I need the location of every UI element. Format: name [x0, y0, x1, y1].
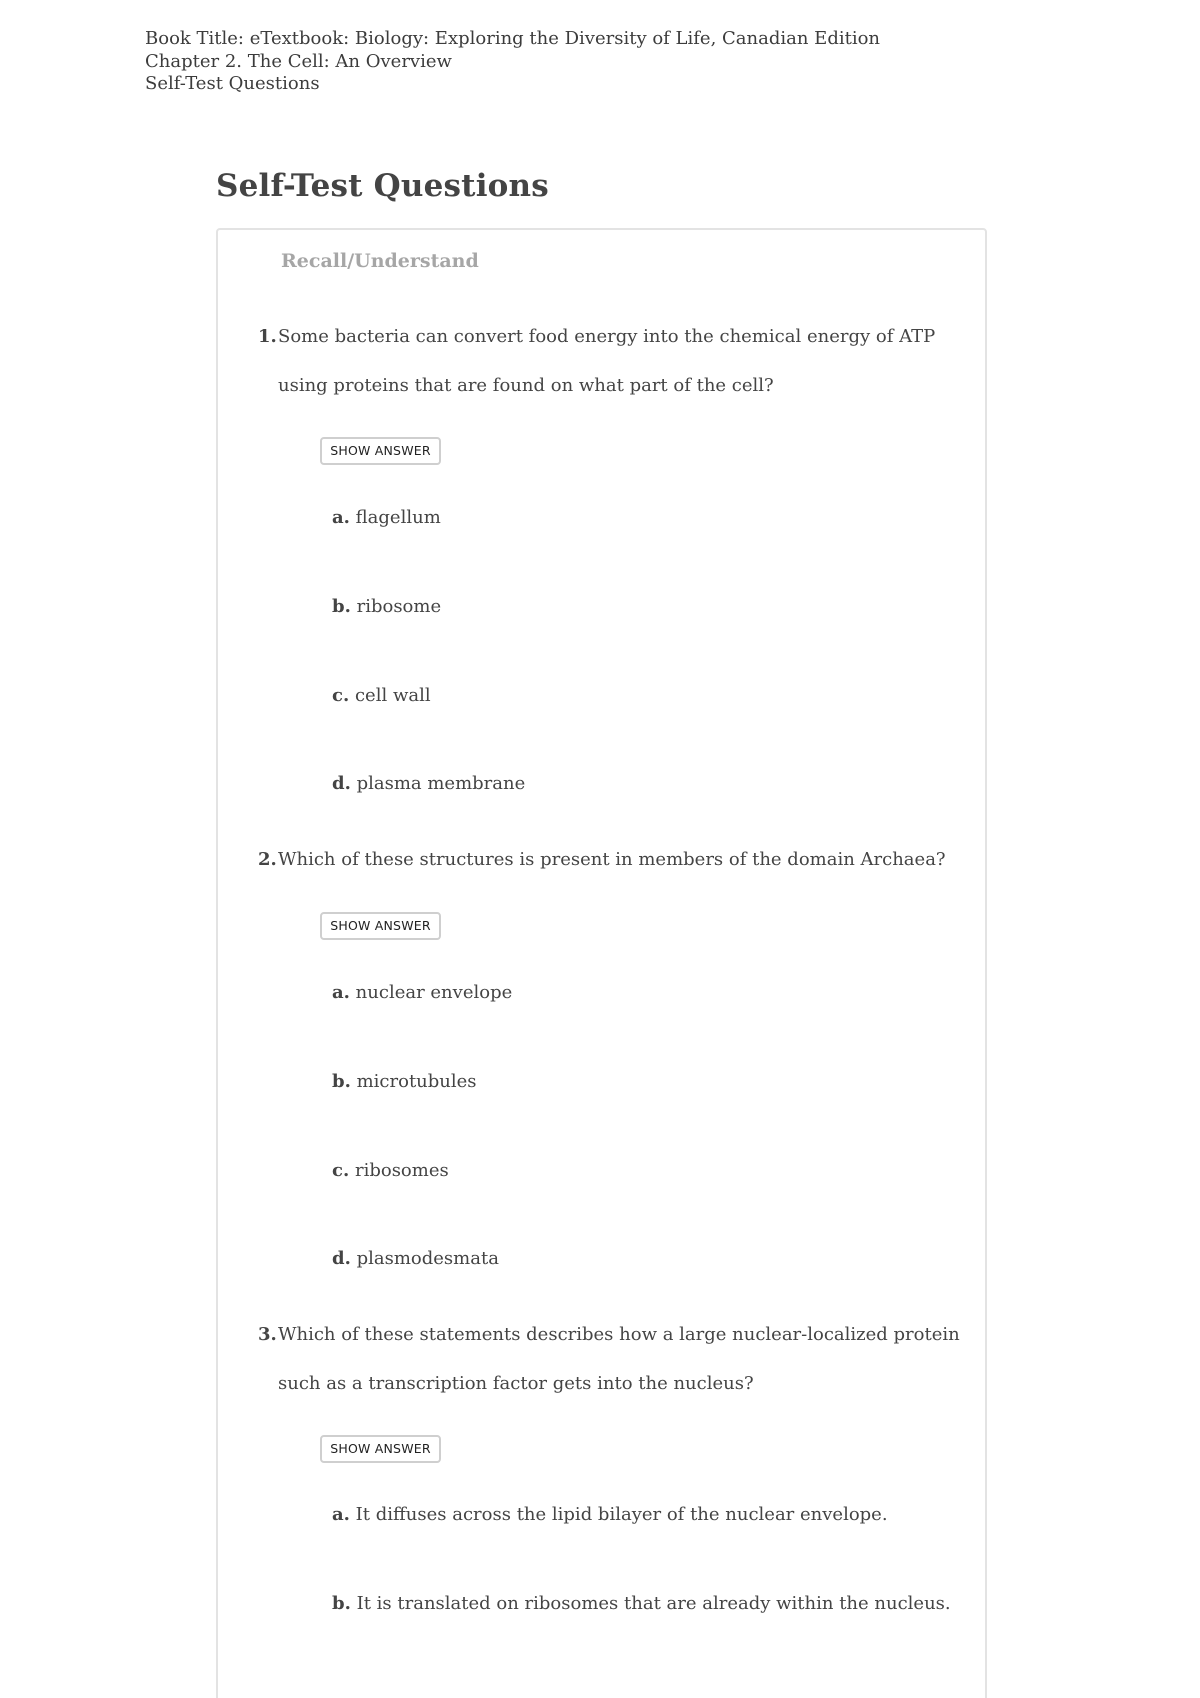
- show-answer-button-2[interactable]: SHOW ANSWER: [320, 912, 441, 940]
- question-2: [258, 836, 978, 885]
- book-header: [145, 28, 880, 96]
- option-letter: c.: [332, 685, 350, 706]
- question-1: [258, 313, 978, 396]
- option-text: plasma membrane: [356, 773, 526, 794]
- book-title: Book Title: eTextbook: Biology: Exploring the Diversity of Life, Canadian Edition: [145, 28, 881, 49]
- option-letter: b.: [332, 1593, 351, 1614]
- option-letter: c.: [332, 1160, 350, 1181]
- option-letter: b.: [332, 596, 351, 617]
- option-2c[interactable]: [332, 1159, 449, 1183]
- option-text: flagellum: [355, 507, 441, 528]
- option-letter: a.: [332, 1504, 350, 1525]
- question-number: 3.: [258, 1324, 277, 1345]
- question-3: [258, 1311, 978, 1394]
- option-text: nuclear envelope: [355, 982, 513, 1003]
- chapter-title: Chapter 2. The Cell: An Overview: [145, 50, 452, 72]
- question-text: Which of these structures is present in members of the domain Archaea?: [278, 849, 946, 870]
- option-1b[interactable]: [332, 595, 441, 619]
- section-title: Self-Test Questions: [145, 73, 320, 94]
- option-letter: a.: [332, 982, 350, 1003]
- option-letter: d.: [332, 773, 351, 794]
- question-number: 1.: [258, 326, 277, 347]
- option-letter: d.: [332, 1248, 351, 1269]
- show-answer-button-1[interactable]: SHOW ANSWER: [320, 437, 441, 465]
- option-text: It diffuses across the lipid bilayer of the nuclear envelope.: [355, 1504, 888, 1525]
- option-letter: b.: [332, 1071, 351, 1092]
- option-text: It is translated on ribosomes that are already within the nucleus.: [356, 1593, 951, 1614]
- option-2b[interactable]: [332, 1070, 477, 1094]
- question-number: 2.: [258, 849, 277, 870]
- option-text: ribosome: [356, 596, 442, 617]
- show-answer-button-3[interactable]: SHOW ANSWER: [320, 1435, 441, 1463]
- option-3a[interactable]: [332, 1503, 888, 1527]
- question-text: Which of these statements describes how a large nuclear-localized protein such as a transcription factor gets into the nucleus?: [278, 1324, 960, 1394]
- option-text: microtubules: [356, 1071, 477, 1092]
- option-text: cell wall: [354, 685, 431, 706]
- section-label: Recall/Understand: [281, 250, 479, 272]
- page-title: Self-Test Questions: [216, 168, 549, 204]
- option-3b[interactable]: [332, 1592, 951, 1616]
- option-text: ribosomes: [354, 1160, 449, 1181]
- option-1c[interactable]: [332, 684, 431, 708]
- option-text: plasmodesmata: [356, 1248, 499, 1269]
- question-text: Some bacteria can convert food energy into the chemical energy of ATP using proteins that are found on what part of the cell?: [278, 326, 936, 396]
- option-letter: a.: [332, 507, 350, 528]
- option-2d[interactable]: [332, 1247, 499, 1271]
- option-1a[interactable]: [332, 506, 441, 530]
- option-2a[interactable]: [332, 981, 512, 1005]
- option-1d[interactable]: [332, 772, 525, 796]
